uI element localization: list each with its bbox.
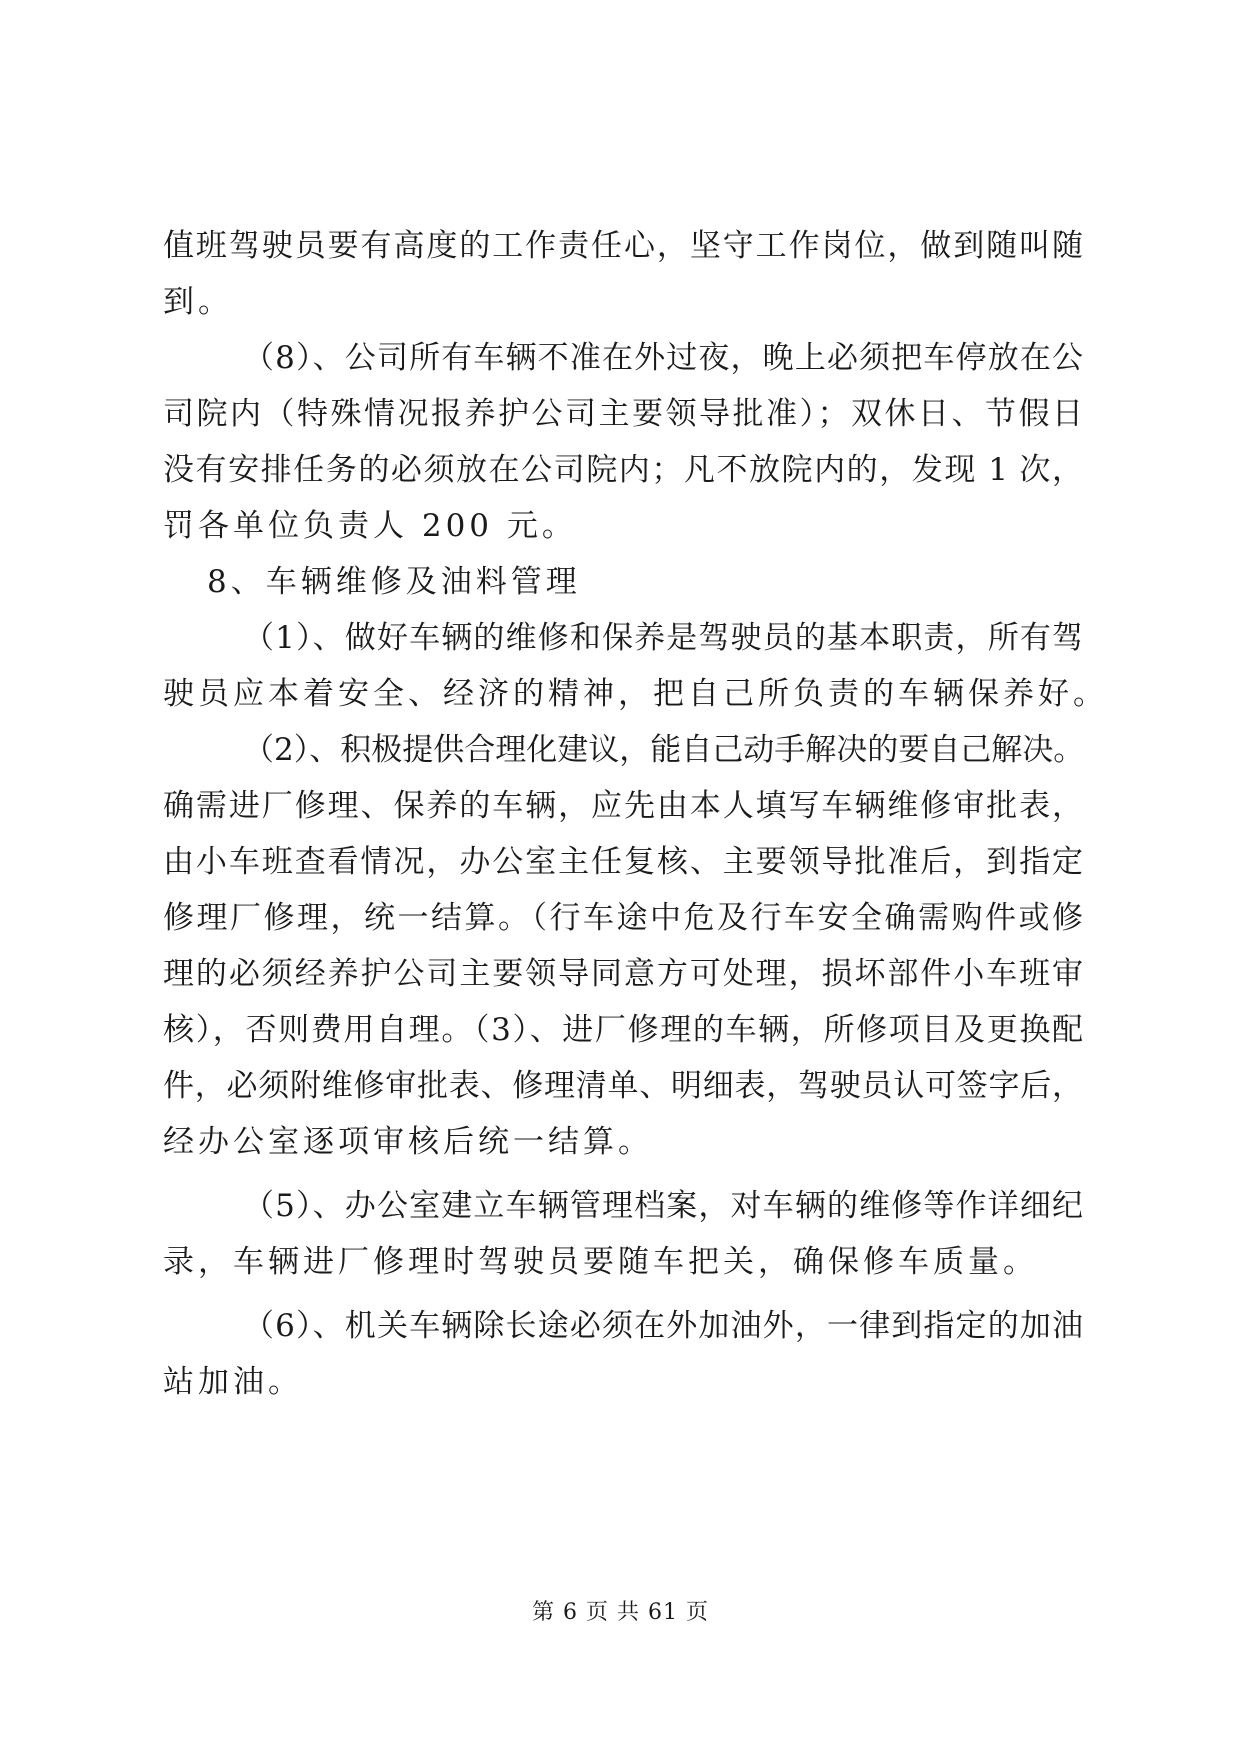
text-line: 录，车辆进厂修理时驾驶员要随车把关，确保修车质量。 bbox=[163, 1244, 1038, 1280]
text-line: 理的必须经养护公司主要领导同意方可处理，损坏部件小车班审 bbox=[163, 956, 1083, 992]
text-line: 司院内（特殊情况报养护公司主要领导批准）；双休日、节假日 bbox=[163, 396, 1083, 432]
text-line: 值班驾驶员要有高度的工作责任心，坚守工作岗位，做到随叫随 bbox=[163, 228, 1083, 264]
page-number-footer: 第 6 页 共 61 页 bbox=[532, 1600, 709, 1625]
section-heading: 8、车辆维修及油料管理 bbox=[207, 564, 581, 600]
text-line: （8）、公司所有车辆不准在外过夜，晚上必须把车停放在公 bbox=[243, 340, 1083, 376]
text-line: 件，必须附维修审批表、修理清单、明细表，驾驶员认可签字后， bbox=[163, 1068, 1083, 1104]
text-line: 没有安排任务的必须放在公司院内；凡不放院内的，发现 1 次， bbox=[163, 452, 1083, 488]
text-line: 修理厂修理，统一结算。（行车途中危及行车安全确需购件或修 bbox=[163, 900, 1083, 936]
text-line: 核），否则费用自理。（3）、进厂修理的车辆，所修项目及更换配 bbox=[163, 1012, 1083, 1048]
text-line: 罚各单位负责人 200 元。 bbox=[163, 508, 577, 544]
text-line: （1）、做好车辆的维修和保养是驾驶员的基本职责，所有驾 bbox=[243, 620, 1083, 656]
text-line: （2）、积极提供合理化建议，能自己动手解决的要自己解决。 bbox=[243, 732, 1085, 768]
text-line: 经办公室逐项审核后统一结算。 bbox=[163, 1124, 653, 1160]
text-line: （5）、办公室建立车辆管理档案，对车辆的维修等作详细纪 bbox=[243, 1188, 1083, 1224]
text-line: 确需进厂修理、保养的车辆，应先由本人填写车辆维修审批表， bbox=[163, 788, 1083, 824]
text-line: 由小车班查看情况，办公室主任复核、主要领导批准后，到指定 bbox=[163, 844, 1083, 880]
text-line: （6）、机关车辆除长途必须在外加油外，一律到指定的加油 bbox=[243, 1308, 1083, 1344]
text-line: 站加油。 bbox=[163, 1364, 303, 1400]
text-line: 到。 bbox=[163, 284, 233, 320]
text-line: 驶员应本着安全、经济的精神，把自己所负责的车辆保养好。 bbox=[163, 676, 1108, 712]
